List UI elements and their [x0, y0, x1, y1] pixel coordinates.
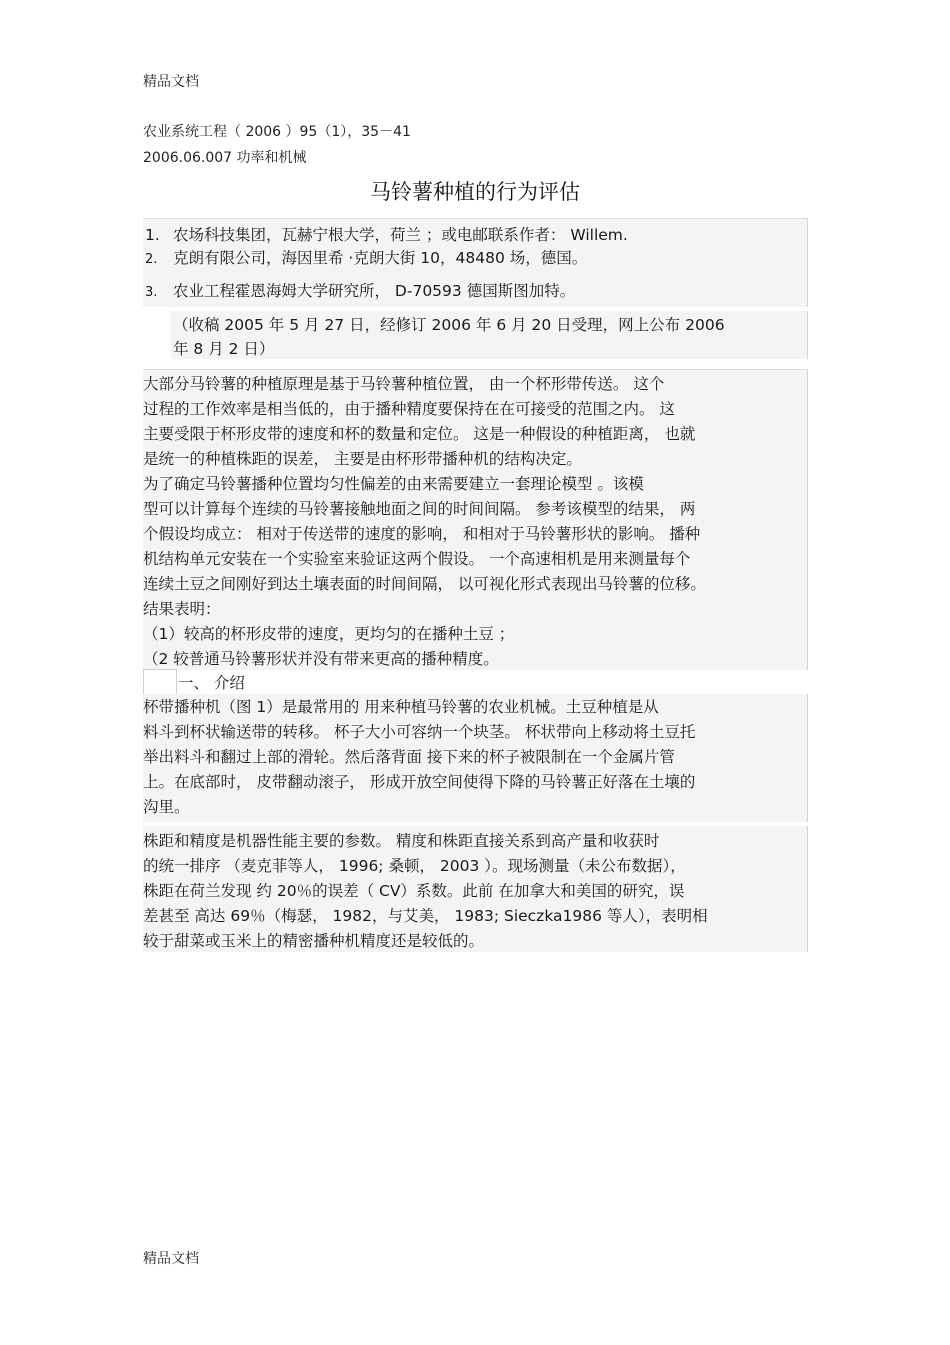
affiliations-block — [143, 218, 808, 307]
intro-line: 料斗到杯状输送带的转移。 杯子大小可容纳一个块茎。 杯状带向上移动将土豆托 — [143, 723, 696, 741]
abstract-line: 大部分马铃薯的种植原理是基于马铃薯种植位置， 由一个杯形带传送。 这个 — [143, 375, 665, 393]
intro-line: 杯带播种机（图 1）是最常用的 用来种植马铃薯的农业机械。土豆种植是从 — [143, 698, 659, 716]
precision-paragraph — [143, 826, 808, 952]
article-title: 马铃薯种植的行为评估 — [370, 180, 580, 204]
page-footer-label: 精品文档 — [143, 1251, 199, 1267]
abstract-line: （2 较普通马铃薯形状并没有带来更高的播种精度。 — [143, 650, 499, 668]
intro-paragraph — [143, 694, 808, 822]
intro-line: 沟里。 — [143, 798, 190, 816]
abstract-line: 型可以计算每个连续的马铃薯接触地面之间的时间间隔。 参考该模型的结果， 两 — [143, 500, 696, 518]
page-header-label: 精品文档 — [143, 74, 199, 90]
abstract-line: 机结构单元安装在一个实验室来验证这两个假设。 一个高速相机是用来测量每个 — [143, 550, 691, 568]
affiliation-text: 克朗有限公司，海因里希 ·克朗大街 10，48480 场，德国。 — [173, 249, 588, 267]
affiliation-text: 农场科技集团，瓦赫宁根大学，荷兰 ；或电邮联系作者： Willem. — [173, 226, 628, 244]
affiliation-3 — [145, 279, 575, 301]
abstract-line: 为了确定马铃薯播种位置均匀性偏差的由来需要建立一套理论模型 。该模 — [143, 475, 644, 493]
affiliation-text: 农业工程霍恩海姆大学研究所， D-70593 德国斯图加特。 — [173, 282, 576, 300]
affiliation-number: 2. — [145, 252, 158, 267]
affiliation-number: 3. — [145, 285, 158, 300]
abstract-line: 连续土豆之间刚好到达土壤表面的时间间隔， 以可视化形式表现出马铃薯的位移。 — [143, 575, 706, 593]
journal-citation: 农业系统工程（ 2006 ）95（1），35－41 — [143, 124, 411, 140]
paragraph-line: 较于甜菜或玉米上的精密播种机精度还是较低的。 — [143, 932, 485, 950]
abstract-line: （1）较高的杯形皮带的速度，更均匀的在播种土豆 ； — [143, 625, 515, 643]
received-dates — [171, 311, 808, 359]
doi-line: 2006.06.007 功率和机械 — [143, 150, 307, 166]
section-heading: 一、 介绍 — [178, 674, 245, 692]
affiliation-1 — [145, 223, 628, 245]
abstract-block — [143, 369, 808, 670]
affiliation-number: 1. — [145, 226, 160, 244]
paragraph-line: 株距和精度是机器性能主要的参数。 精度和株距直接关系到高产量和收获时 — [143, 832, 660, 850]
section-number-box — [143, 669, 177, 695]
intro-line: 举出料斗和翻过上部的滑轮。然后落背面 接下来的杯子被限制在一个金属片管 — [143, 748, 675, 766]
received-line-1: （收稿 2005 年 5 月 27 日，经修订 2006 年 6 月 20 日受理，网上公布 2006 — [173, 316, 725, 334]
paragraph-line: 的统一排序 （麦克菲等人， 1996; 桑顿， 2003 ）。现场测量（未公布数据）， — [143, 857, 686, 875]
abstract-line: 是统一的种植株距的误差， 主要是由杯形带播种机的结构决定。 — [143, 450, 582, 468]
abstract-line: 过程的工作效率是相当低的，由于播种精度要保持在在可接受的范围之内。 这 — [143, 400, 675, 418]
abstract-line: 结果表明： — [143, 600, 221, 618]
abstract-line: 个假设均成立： 相对于传送带的速度的影响， 和相对于马铃薯形状的影响。 播种 — [143, 525, 701, 543]
received-line-2: 年 8 月 2 日） — [173, 340, 275, 358]
paragraph-line: 差甚至 高达 69％（梅瑟， 1982，与艾美， 1983; Sieczka1986 等人），表明相 — [143, 907, 708, 925]
abstract-line: 主要受限于杯形皮带的速度和杯的数量和定位。 这是一种假设的种植距离， 也就 — [143, 425, 696, 443]
affiliation-2 — [145, 246, 587, 268]
paragraph-line: 株距在荷兰发现 约 20％的误差（ CV）系数。此前 在加拿大和美国的研究，误 — [143, 882, 685, 900]
intro-line: 上。在底部时， 皮带翻动滚子， 形成开放空间使得下降的马铃薯正好落在土壤的 — [143, 773, 696, 791]
